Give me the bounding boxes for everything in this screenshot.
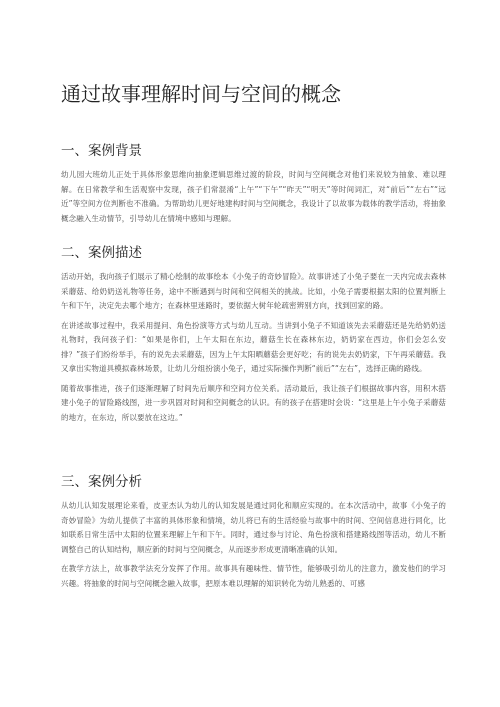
paragraph: 幼儿园大班幼儿正处于具体形象思维向抽象逻辑思维过渡的阶段，时间与空间概念对他们来说较为抽象、难以理解。在日常教学和生活观察中发现，孩子们常混淆“上午”“下午”“昨天”“明天”等时间词汇，对“前后”“左右”“远近”等空间方位判断也不准确。为帮助幼儿更好地建构时间与空间概念，我设计了以故事为载体的教学活动，将抽象概念融入生动情节，引导幼儿在情境中感知与理解。 <box>61 170 446 223</box>
section-heading: 一、案例背景 <box>61 143 142 159</box>
section-background <box>61 139 446 231</box>
section-description <box>61 241 446 430</box>
paragraph: 活动开始，我向孩子们展示了精心绘制的故事绘本《小兔子的奇妙冒险》。故事讲述了小兔子要在一天内完成去森林采蘑菇、给奶奶送礼物等任务，途中不断遇到与时间和空间相关的挑战。比如，小兔子需要根据太阳的位置判断上午和下午，决定先去哪个地方；在森林里迷路时，要依据大树年轮疏密辨别方向，找到回家的路。 <box>61 272 446 310</box>
document-title: 通过故事理解时间与空间的概念 <box>61 82 341 106</box>
section-heading: 二、案例描述 <box>61 245 142 261</box>
section-heading: 三、案例分析 <box>61 474 142 490</box>
paragraph: 在讲述故事过程中，我采用提问、角色扮演等方式与幼儿互动。当讲到小兔子不知道该先去采蘑菇还是先给奶奶送礼物时，我问孩子们：“如果是你们，上午太阳在东边，蘑菇生长在森林东边，奶奶家在西边，你们会怎么安排？”孩子们纷纷举手，有的说先去采蘑菇，因为上午太阳晒蘑菇会更好吃；有的说先去奶奶家，下午再采蘑菇。我又拿出实物道具模拟森林场景，让幼儿分组扮演小兔子，通过实际操作判断“前后”“左右”，选择正确的路线。 <box>61 320 446 373</box>
paragraph: 在教学方法上，故事教学法充分发挥了作用。故事具有趣味性、情节性，能够吸引幼儿的注意力，激发他们的学习兴趣。将抽象的时间与空间概念融入故事，把原本难以理解的知识转化为幼儿熟悉的、可感 <box>61 564 446 588</box>
paragraph: 随着故事推进，孩子们逐渐理解了时间先后顺序和空间方位关系。活动最后，我让孩子们根据故事内容，用积木搭建小兔子的冒险路线图，进一步巩固对时间和空间概念的认识。有的孩子在搭建时会说：“这里是上午小兔子采蘑菇的地方，在东边，所以要放在这边。” <box>61 383 446 422</box>
section-analysis <box>61 470 446 596</box>
paragraph: 从幼儿认知发展理论来看，皮亚杰认为幼儿的认知发展是通过同化和顺应实现的。在本次活动中，故事《小兔子的奇妙冒险》为幼儿提供了丰富的具体形象和情境，幼儿将已有的生活经验与故事中的时间、空间信息进行同化，比如联系日常生活中太阳的位置来理解上午和下午。同时，通过参与讨论、角色扮演和搭建路线图等活动，幼儿不断调整自己的认知结构，顺应新的时间与空间概念，从而逐步形成更清晰准确的认知。 <box>61 501 446 554</box>
